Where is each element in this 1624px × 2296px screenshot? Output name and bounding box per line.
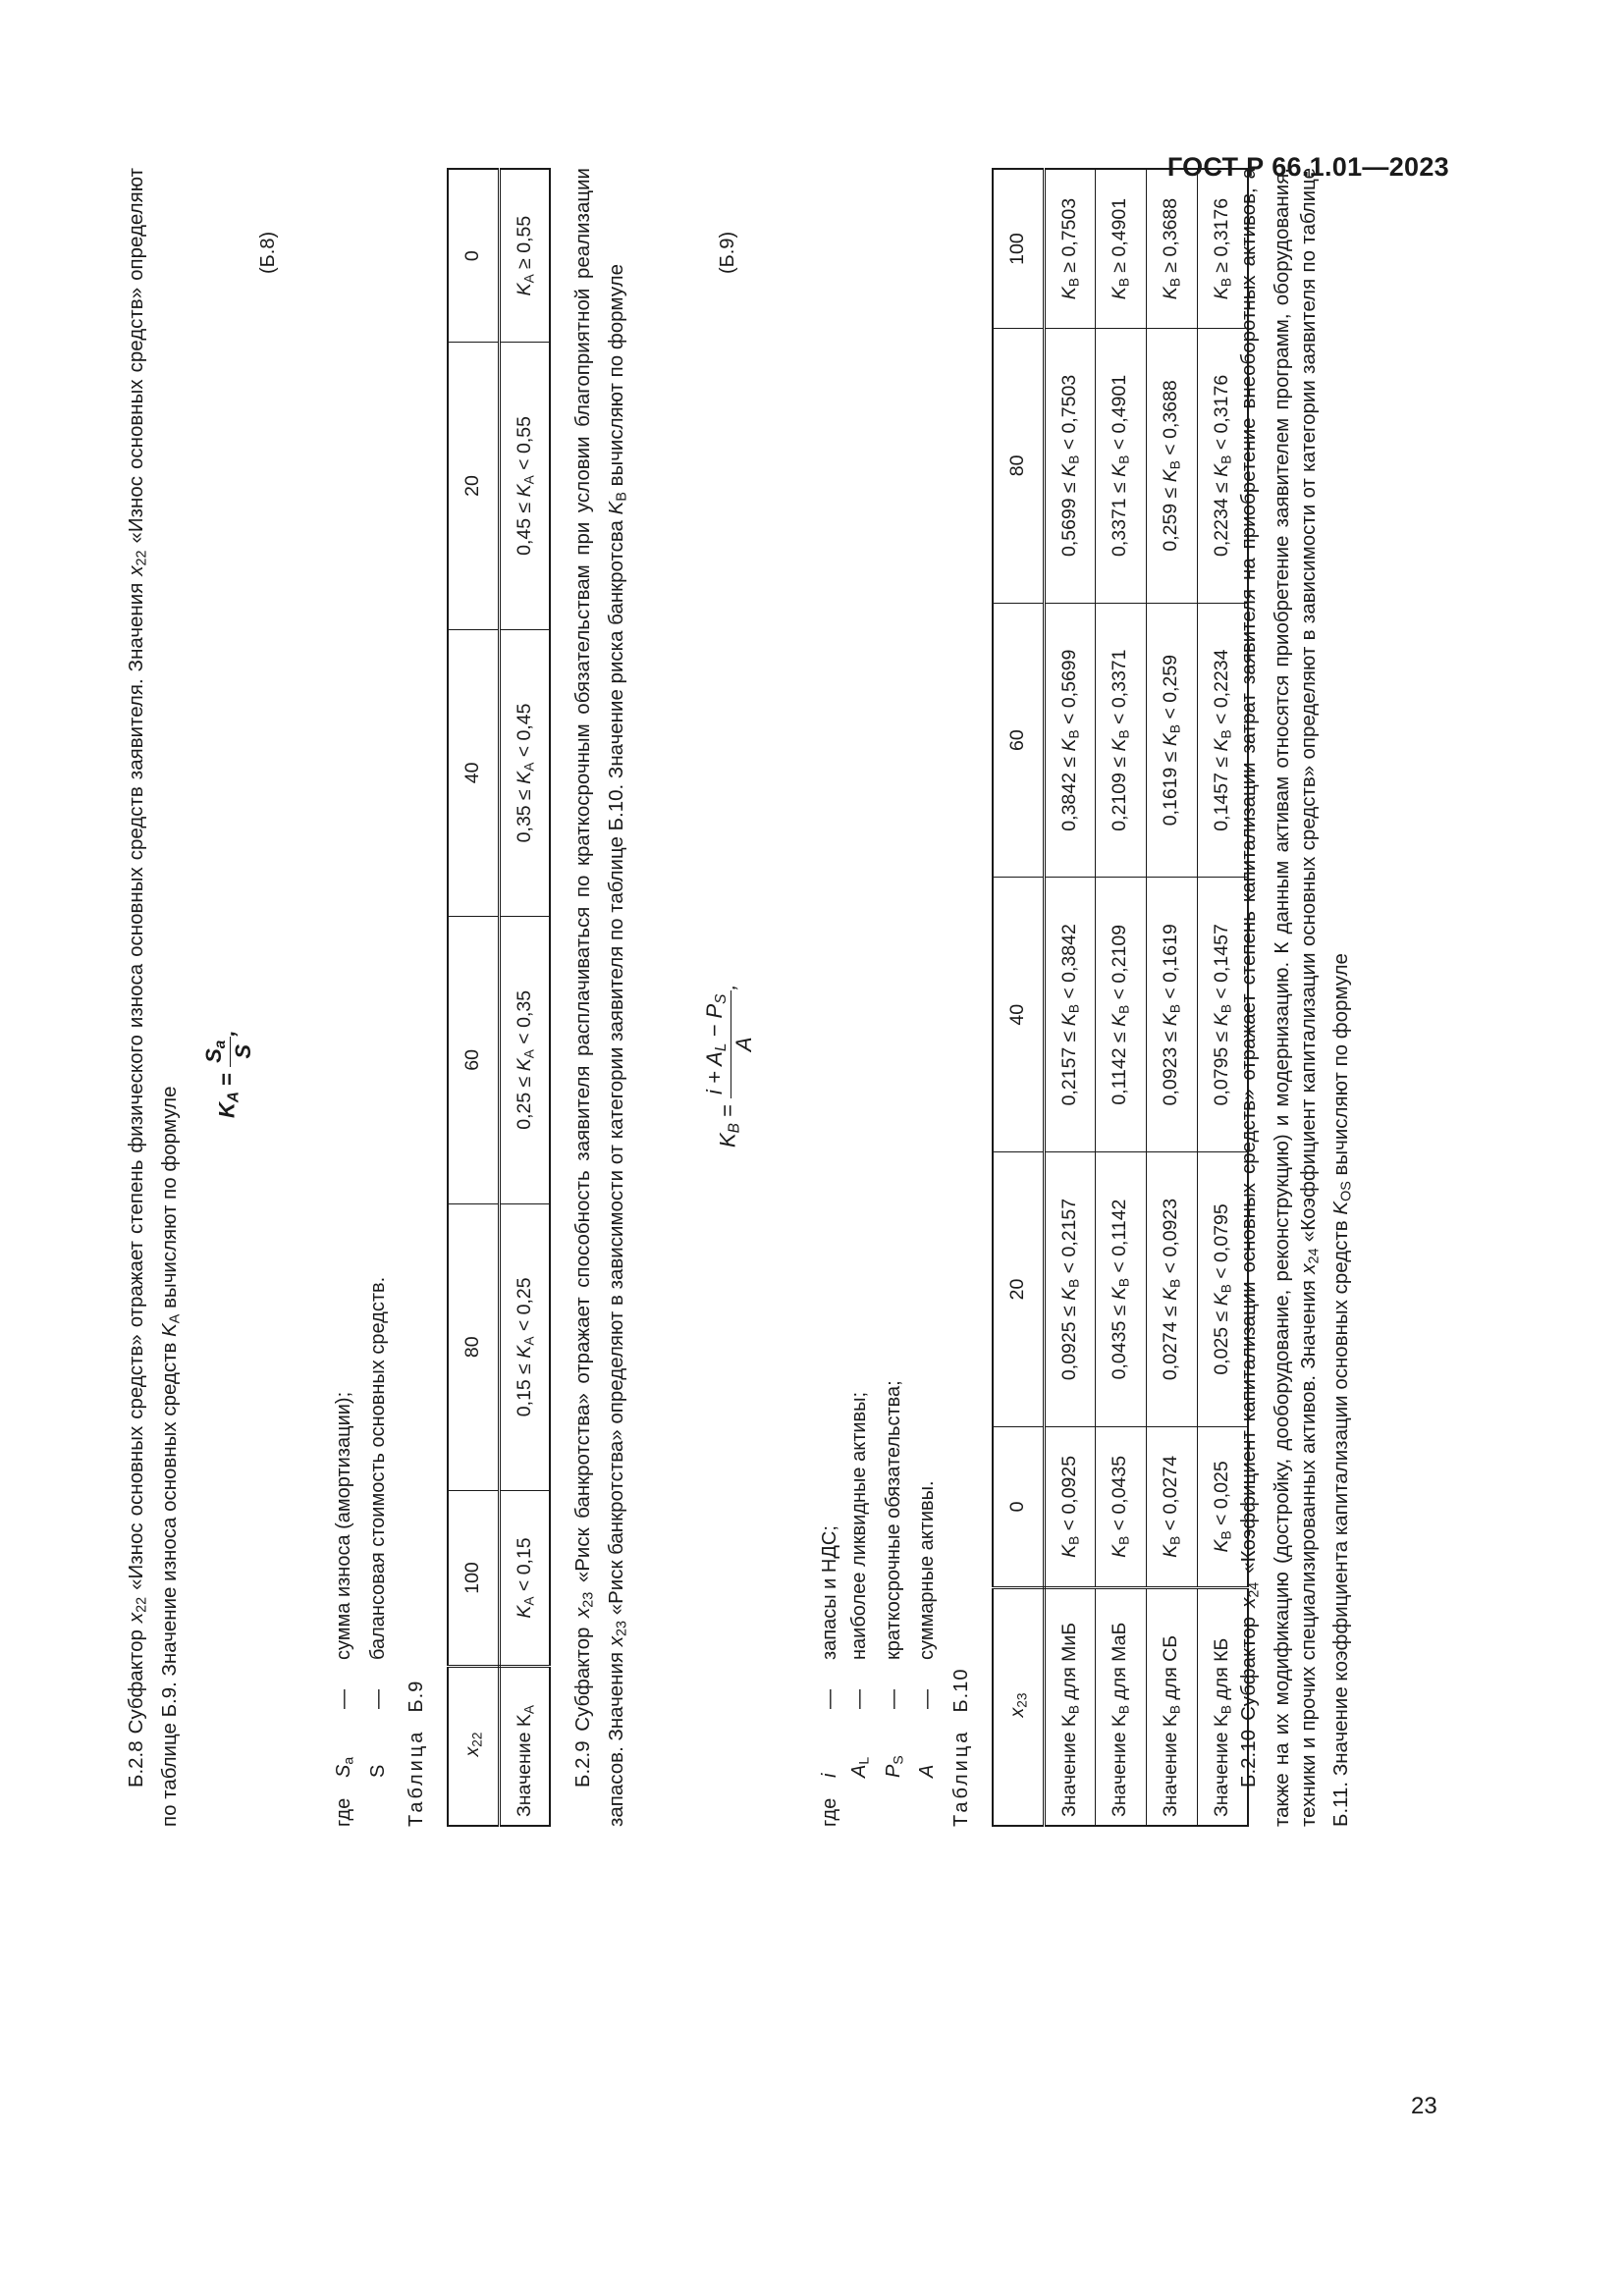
where-symbol: A [916,1764,938,1778]
table-cell: $0,2234 \le K_B < 0,3176$ [1197,329,1248,604]
row-label-sub: B [1066,1704,1082,1715]
formula-b8-den: S [230,1043,255,1059]
where-row [363,845,393,1827]
where-symbol: i [819,1773,840,1778]
table-cell: $0,0435 \le K_B < 0,1142$ [1095,1152,1146,1427]
table-b10-caption [950,1669,973,1827]
var-sub: 22 [134,1596,150,1613]
formula-b8-fraction [201,1037,256,1067]
table-b9 [447,168,551,1827]
where-symbol: S [333,1764,354,1778]
table-row-label [499,1667,550,1827]
b28-text-d: вычисляют по формуле [157,1086,181,1314]
kb-symbol: K [604,501,627,515]
where-dash: — [366,1689,389,1709]
table-row [1146,169,1197,1826]
table-head-cell: 80 [448,1203,499,1490]
var-x: x [1296,1263,1320,1274]
b210-text-d: вычисляют по формуле [1329,953,1353,1182]
table-cell: $0,0795 \le K_B < 0,1457$ [1197,878,1248,1152]
table-cell: $0,025 \le K_B < 0,0795$ [1197,1152,1248,1427]
table-row [1095,169,1146,1826]
table-cell: $0,259 \le K_B < 0,3688$ [1146,329,1197,604]
head-var: x [461,1746,484,1757]
where-block-b9 [815,845,942,1827]
page-number: 23 [1411,2093,1437,2119]
where-label: где [333,1797,354,1827]
table-cell: $K_B < 0,0435$ [1095,1426,1146,1587]
table-head-cell: 80 [993,329,1044,604]
equation-number-b9: (Б.9) [717,231,738,274]
table-cell: $0,2157 \le K_B < 0,3842$ [1044,878,1095,1152]
table-cell: $0,35 \le K_A < 0,45$ [499,629,550,916]
table-cell: $0,3842 \le K_B < 0,5699$ [1044,603,1095,878]
formula-b8-num-sub: a [211,1040,229,1049]
caption-number: Б.9 [406,1680,427,1713]
formula-b8-lhs-sub: A [225,1091,243,1103]
table-head-cell: 60 [448,917,499,1203]
where-symbol: P [882,1764,904,1778]
formula-b9-num: i + A [702,1051,727,1095]
where-text: суммарные активы. [916,1480,938,1660]
table-cell: $0,2109 \le K_B < 0,3371$ [1095,603,1146,878]
paragraph-b210 [1235,168,1361,1827]
table-head-cell [448,1667,499,1827]
table-row [448,169,499,1826]
var-sub: 23 [614,1621,630,1636]
table-cell: $0,15 \le K_A < 0,25$ [499,1203,550,1490]
where-text: балансовая стоимость основных средств. [366,1276,389,1660]
table-row-label [1044,1588,1095,1827]
formula-b9-den: A [731,1037,756,1052]
b210-text-b: «Коэффициент капитализации основных средств» отражает степень капитализации затрат заявителя на приобретение внеоборотных активов, а также на их модификацию (достройку, дооборудование, реконструкцию) и модернизацию. К данным активам относятся приобретение заявителем программ, оборудования, техники и прочих специализированных активов. Значения [1237,168,1320,1827]
table-cell: $K_A < 0,15$ [499,1491,550,1667]
formula-b9 [702,984,757,1148]
table-cell: $0,1619 \le K_B < 0,259$ [1146,603,1197,878]
table-head-cell: 0 [448,169,499,343]
table-cell: $K_B \ge 0,3688$ [1146,169,1197,329]
equation-number-b8: (Б.8) [257,231,279,274]
row-label-tail: для КБ [1211,1637,1233,1705]
where-symbol: S [366,1764,389,1778]
var-x: x [571,1607,594,1618]
paragraph-b29 [569,168,635,1827]
formula-b8-num: S [201,1048,226,1063]
kos-sub: OS [1338,1181,1355,1201]
table-cell: $0,3371 \le K_B < 0,4901$ [1095,329,1146,604]
where-dash: — [819,1689,840,1709]
table-cell: $0,1142 \le K_B < 0,2109$ [1095,878,1146,1152]
ka-sub: A [167,1313,184,1324]
formula-b8-lhs: K [214,1102,240,1118]
head-var-sub: 23 [1014,1692,1030,1708]
var-sub: 24 [1306,1248,1323,1264]
where-text: наиболее ликвидные активы; [848,1391,870,1660]
table-cell: $K_B < 0,0925$ [1044,1426,1095,1587]
b29-text-c: «Риск банкротства» определяют в зависимости от категории заявителя по таблице Б.10. Значение риска банкротсва [604,514,627,1621]
var-x: x [125,1612,147,1624]
where-dash: — [848,1689,870,1709]
table-cell: $0,5699 \le K_B < 0,7503$ [1044,329,1095,604]
row-label-text: Значение K [1057,1714,1080,1817]
where-label: где [819,1797,840,1827]
formula-b9-lhs-sub: B [726,1123,743,1134]
where-row [912,845,942,1827]
caption-word: Таблица [950,1729,972,1827]
var-sub: 24 [1246,1581,1263,1598]
paragraph-b28 [123,168,189,1827]
where-text: сумма износа (амортизации); [333,1391,354,1660]
where-text: запасы и НДС; [819,1525,840,1660]
kb-sub: B [614,492,630,502]
table-row-label [1095,1588,1146,1827]
formula-b9-lhs: K [715,1133,740,1148]
formula-b9-eq: = [715,1097,740,1124]
b29-text-b: «Риск банкротства» отражает способность заявителя расплачиваться по краткосрочным обязательствам при условии благоприятной реализации запасов. Значения [571,168,627,1827]
where-row [329,845,363,1827]
head-var-sub: 22 [469,1732,485,1747]
table-cell: $K_B < 0,0274$ [1146,1426,1197,1587]
table-head-cell: 40 [993,878,1044,1152]
ka-symbol: K [157,1323,181,1337]
row-label-sub: B [1116,1704,1132,1715]
b29-text-d: вычисляют по формуле [604,263,627,493]
formula-b8 [201,1031,256,1118]
var-x: x [125,565,147,576]
formula-b9-num-tail: − P [702,1003,727,1043]
formula-b8-eq: = [214,1066,240,1092]
where-dash: — [333,1689,354,1709]
where-row [844,845,879,1827]
table-head-cell: 20 [448,343,499,629]
table-head-cell [993,1588,1044,1827]
table-cell: $0,0925 \le K_B < 0,2157$ [1044,1152,1095,1427]
row-label-text: Значение K [1160,1714,1182,1817]
document-header: ГОСТ Р 66.1.01—2023 [1166,152,1449,182]
table-head-cell: 100 [993,169,1044,329]
table-cell: $0,0923 \le K_B < 0,1619$ [1146,878,1197,1152]
row-label-tail: для МаБ [1109,1622,1131,1705]
b210-text-c: «Коэффициент капитализации основных средств» определяют в зависимости от категории заявителя по таблице Б.11. Значение коэффициента капитализации основных средств [1296,168,1353,1827]
where-symbol-sub: S [890,1755,905,1765]
formula-b9-tail: , [715,984,740,990]
var-x: x [1237,1597,1260,1608]
where-symbol-sub: a [340,1756,356,1765]
table-b9-caption [406,1681,428,1827]
where-text: краткосрочные обязательства; [882,1380,904,1660]
table-row [499,169,550,1826]
table-row [993,169,1044,1826]
table-row [1044,169,1095,1826]
where-dash: — [882,1689,904,1709]
table-head-cell: 20 [993,1152,1044,1427]
table-cell: $K_B \ge 0,4901$ [1095,169,1146,329]
table-cell: $0,0274 \le K_B < 0,0923$ [1146,1152,1197,1427]
caption-word: Таблица [406,1729,427,1827]
where-row [879,845,913,1827]
table-cell: $0,45 \le K_A < 0,55$ [499,343,550,629]
where-row [815,845,844,1827]
b28-text-b: «Износ основных средств» отражает степень физического износа основных средств заявителя. Значения [125,575,147,1597]
table-head-cell: 0 [993,1426,1044,1587]
table-row-label [1146,1588,1197,1827]
table-b10 [992,168,1249,1827]
formula-b8-tail: , [214,1030,240,1037]
formula-b9-num-sub: L [712,1042,730,1052]
b29-text-a: Б.2.9 Субфактор [571,1617,594,1788]
b28-text-a: Б.2.8 Субфактор [125,1623,147,1788]
caption-number: Б.10 [950,1668,972,1713]
head-var: x [1006,1707,1029,1718]
var-x: x [604,1635,627,1647]
formula-b9-fraction [702,990,757,1098]
b28-text-c: «Износ основных средств» определяют по таблице Б.9. Значение износа основных средств [125,167,181,1827]
table-head-cell: 40 [448,629,499,916]
table-cell: $K_B \ge 0,3176$ [1197,169,1248,329]
formula-b9-num-tail-sub: S [712,993,730,1004]
table-cell: $0,25 \le K_A < 0,35$ [499,917,550,1203]
table-cell: $K_B \ge 0,7503$ [1044,169,1095,329]
row-label-sub: B [1167,1704,1183,1715]
row-label-text: Значение K [513,1714,535,1817]
b210-text-a: Б.2.10 Субфактор [1237,1607,1260,1788]
row-label-text: Значение K [1211,1714,1233,1817]
row-label-text: Значение K [1109,1714,1131,1817]
table-cell: $K_B < 0,025$ [1197,1426,1248,1587]
row-label-sub: A [520,1704,536,1715]
where-block-b8 [329,845,393,1827]
table-head-cell: 100 [448,1491,499,1667]
table-cell: $K_A \ge 0,55$ [499,169,550,343]
table-cell: $0,1457 \le K_B < 0,2234$ [1197,603,1248,878]
where-symbol-sub: L [855,1756,872,1765]
where-dash: — [916,1689,938,1709]
kos-symbol: K [1329,1201,1353,1215]
where-symbol: A [848,1764,870,1778]
row-label-tail: для МиБ [1057,1622,1080,1705]
table-head-cell: 60 [993,603,1044,878]
var-sub: 23 [580,1591,597,1608]
var-sub: 22 [134,550,150,566]
row-label-tail: для СБ [1160,1634,1182,1705]
row-label-sub: B [1218,1704,1234,1715]
